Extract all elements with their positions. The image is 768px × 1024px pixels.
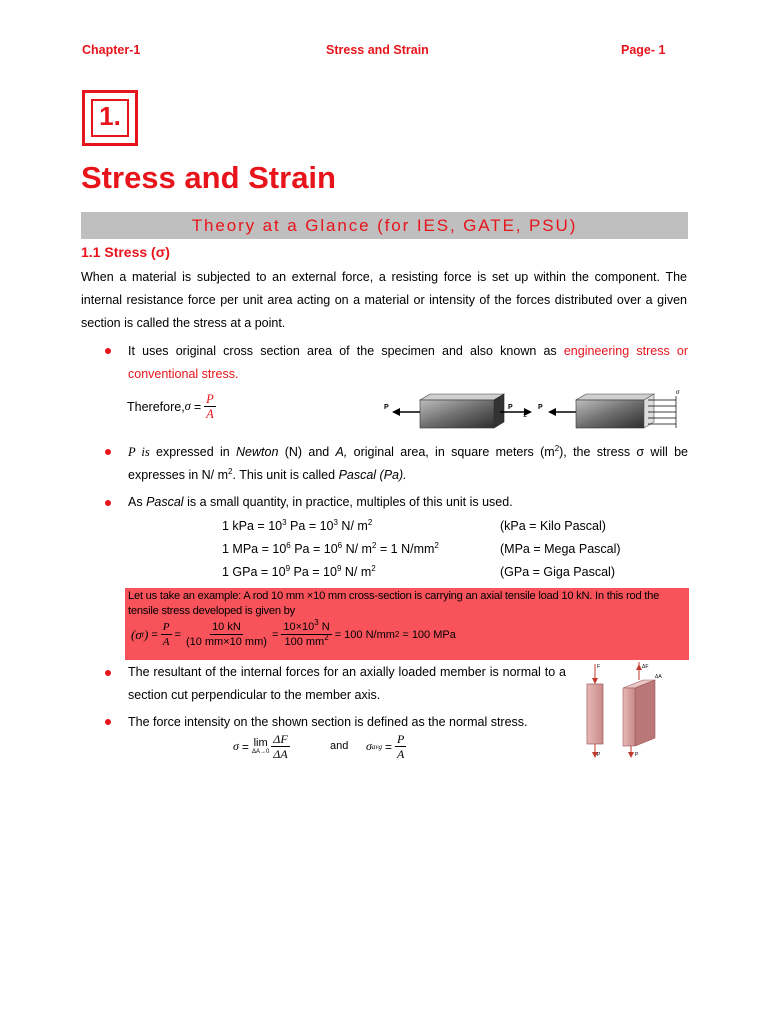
force-label-left-2: P (538, 404, 543, 411)
unit-row-mpa: 1 MPa = $10^6$ $Pa = 10^6$ N/ $m^2 = 1$ $N/mm^2$ (222, 541, 439, 556)
label-dA: ΔA (655, 674, 662, 680)
intro-paragraph: When a material is subjected to an external force, a resisting force is set up within the component. The internal resistance force per unit area acting on a material or intensity of the forces distributed over a given section is called the stress at a point. (81, 270, 687, 330)
theory-banner: Theory at a Glance (for IES, GATE, PSU) (81, 212, 688, 239)
bar-specimen-left (392, 394, 532, 428)
label-F: F (597, 664, 601, 670)
example-equation: (σ t ) = $\frac{P}{A}$ = $\frac{10 kN}{(10 mm\times 10 mm)}$ = $\frac{10\times 10^3 N}{100 mm^2}$ = 100 N/mm 2 = 100 MPa (131, 618, 456, 648)
example-box (125, 588, 689, 660)
chapter-title: Stress and Strain (81, 160, 336, 195)
axial-member-diagram (575, 658, 675, 760)
bullet-engineering-stress: It uses original cross section area of the specimen and also known as engineering stress or conventional stress. (128, 344, 688, 381)
unit-row-gpa: 1 GPa = $10^9$ $Pa = 10^9$ N/ $m^2$ (222, 564, 376, 579)
force-label-left: P (384, 404, 389, 411)
header-chapter: Chapter-1 (82, 43, 141, 57)
bullet-marker (105, 500, 111, 506)
label-P-right: P (635, 752, 639, 758)
bullet-marker (105, 348, 111, 354)
bullet-units: P is expressed in Newton (N) and A, original area, in square meters $(m^2)$, the stress σ will be expresses in N/ $m^2$. This unit is called Pascal (Pa). (128, 444, 688, 482)
member-left (587, 664, 603, 758)
unit-note-mpa: (MPa = Mega Pascal) (500, 542, 621, 556)
header-topic: Stress and Strain (326, 43, 429, 57)
unit-note-kpa: (kPa = Kilo Pascal) (500, 519, 606, 533)
equals-sign: = (523, 413, 528, 420)
bullet-resultant: The resultant of the internal forces for an axially loaded member is normal to a section cut perpendicular to the member axis. (128, 665, 566, 702)
bullet-marker (105, 670, 111, 676)
sigma-label: σ (676, 388, 680, 396)
stress-bar-diagram (380, 388, 690, 434)
bar-section-right (548, 394, 676, 428)
chapter-number: 1. (99, 101, 121, 131)
header-page: Page- 1 (621, 43, 666, 57)
bullet-marker (105, 719, 111, 725)
bullet-force-intensity: The force intensity on the shown section is defined as the normal stress. (128, 715, 528, 729)
and-word: and (330, 740, 349, 752)
unit-note-gpa: (GPa = Giga Pascal) (500, 565, 615, 579)
unit-row-kpa: 1 kPa = $10^3$ $Pa = 10^3$ N/ $m^2$ (222, 518, 373, 533)
label-dF: ΔF (642, 664, 649, 670)
force-label-right: P (508, 404, 513, 411)
example-text: Let us take an example: A rod 10 mm ×10 mm cross-section is carrying an axial tensile load 10 kN. In this rod the tensile stress developed is given by (128, 590, 660, 617)
chapter-number-box (82, 90, 138, 146)
formula-average-stress: σ avg = $\frac{P}{A}$ (366, 732, 405, 761)
member-right (623, 662, 655, 758)
formula-stress: Therefore, σ = $\frac{P}{A}$ (127, 392, 214, 421)
label-P-left: P (597, 752, 601, 758)
bullet-pascal: As Pascal is a small quantity, in practice, multiples of this unit is used. (128, 495, 513, 509)
section-heading: 1.1 Stress (σ) (81, 244, 170, 260)
engineering-stress-highlight: engineering stress or conventional stress. (128, 344, 688, 381)
formula-limit: σ = lim ΔA→0 $\frac{\Delta F}{\Delta A}$ (233, 732, 288, 761)
bullet-marker (105, 449, 111, 455)
